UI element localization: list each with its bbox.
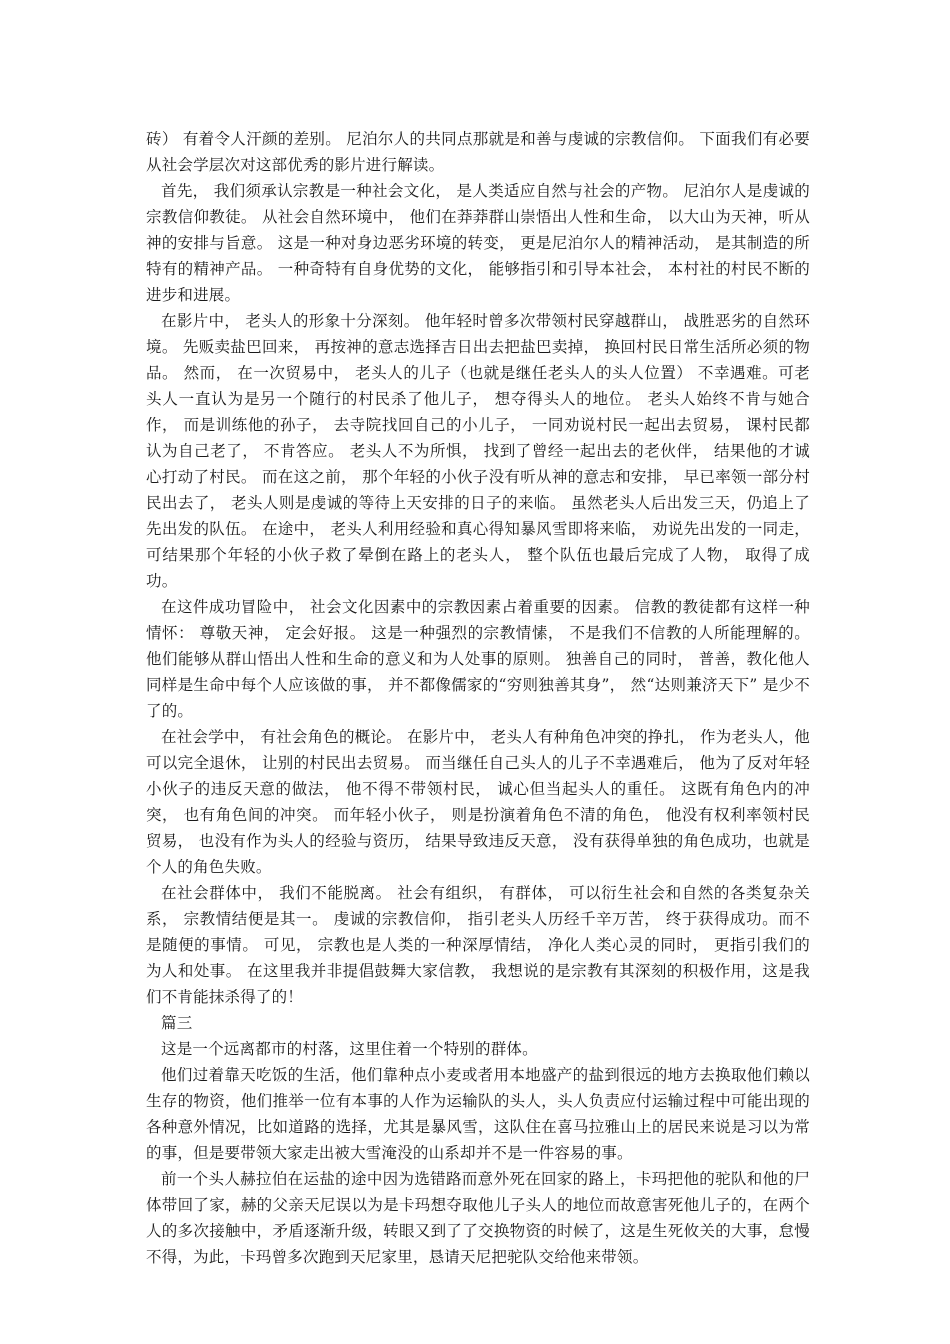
paragraph-village-life: 他们过着靠天吃饭的生活，他们靠种点小麦或者用本地盛产的盐到很远的地方去换取他们赖以生存的物资，他们推举一位有本事的人作为运输队的头人，头人负责应付运输过程中可能出现的各种意外情况，比如道路的选择，尤其是暴风雪，这队住在喜马拉雅山上的居民来说是习以为常的事，但是要带领大家走出被大雪淹没的山系却并不是一件容易的事。: [146, 1066, 810, 1162]
paragraph-continued: 砖） 有着令人汗颜的差别。 尼泊尔人的共同点那就是和善与虔诚的宗教信仰。 下面我们有必要从社会学层次对这部优秀的影片进行解读。: [146, 130, 810, 174]
paragraph-previous-chief: 前一个头人赫拉伯在运盐的途中因为选错路而意外死在回家的路上，卡玛把他的驼队和他的尸体带回了家，赫的父亲天尼误以为是卡玛想夺取他儿子头人的地位而故意害死他儿子的，在两个人的多次接触中，矛盾逐渐升级，转眼又到了了交换物资的时候了，这是生死攸关的大事，怠慢不得，为此，卡玛曾多次跑到天尼家里，恳请天尼把驼队交给他来带领。: [146, 1170, 810, 1266]
section-heading: 篇三: [161, 1014, 193, 1032]
paragraph-social-group: 在社会群体中， 我们不能脱离。 社会有组织， 有群体， 可以衍生社会和自然的各类复杂关系， 宗教情结便是其一。 虔诚的宗教信仰， 指引老头人历经千辛万苦， 终于获得成功。而不是随便的事情。 可见， 宗教也是人类的一种深厚情结， 净化人类心灵的同时， 更指引我们的为人和处事。 在这里我并非提倡鼓舞大家信教， 我想说的是宗教有其深刻的积极作用，这是我们不肯能抹杀得了的！: [146, 884, 810, 1006]
paragraph-old-chief: 在影片中， 老头人的形象十分深刻。 他年轻时曾多次带领村民穿越群山， 战胜恶劣的自然环境。 先贩卖盐巴回来， 再按神的意志选择吉日出去把盐巴卖掉， 换回村民日常生活所必须的物品。 然而， 在一次贸易中， 老头人的儿子（也就是继任老头人的头人位置） 不幸遇难。可老头人一直认为是另一个随行的村民杀了他儿子， 想夺得头人的地位。 老头人始终不肯与她合作， 而是训练他的孙子， 去寺院找回自己的小儿子， 一同劝说村民一起出去贸易， 课村民都认为自己老了， 不肯答应。 老头人不为所惧， 找到了曾经一起出去的老伙伴， 结果他的才诚心打动了村民。 而在这之前， 那个年轻的小伙子没有听从神的意志和安排， 早已率领一部分村民出去了， 老头人则是虔诚的等待上天安排的日子的来临。 虽然老头人后出发三天，仍追上了先出发的队伍。 在途中， 老头人利用经验和真心得知暴风雪即将来临， 劝说先出发的一同走， 可结果那个年轻的小伙子救了晕倒在路上的老头人， 整个队伍也最后完成了人物， 取得了成功。: [146, 312, 810, 590]
document-body: [146, 126, 810, 1270]
paragraph-adventure-success: 在这件成功冒险中， 社会文化因素中的宗教因素占着重要的因素。 信教的教徒都有这样一种情怀： 尊敬天神， 定会好报。 这是一种强烈的宗教情愫， 不是我们不信教的人所能理解的。 他们能够从群山悟出人性和生命的意义和为人处事的原则。 独善自己的同时， 普善，教化他人同样是生命中每个人应该做的事， 并不都像儒家的“穷则独善其身”， 然“达则兼济天下” 是少不了的。: [146, 598, 810, 720]
paragraph-village-intro: 这是一个远离都市的村落，这里住着一个特别的群体。: [161, 1040, 538, 1058]
paragraph-social-role: 在社会学中， 有社会角色的概论。 在影片中， 老头人有种角色冲突的挣扎， 作为老头人，他可以完全退休， 让别的村民出去贸易。 而当继任自己头人的儿子不幸遇难后， 他为了反对年轻小伙子的违反天意的做法， 他不得不带领村民， 诚心但当起头人的重任。 这既有角色内的冲突， 也有角色间的冲突。 而年轻小伙子， 则是扮演着角色不清的角色， 他没有权利率领村民贸易， 也没有作为头人的经验与资历， 结果导致违反天意， 没有获得单独的角色成功，也就是个人的角色失败。: [146, 728, 810, 876]
paragraph-religion-culture: 首先， 我们须承认宗教是一种社会文化， 是人类适应自然与社会的产物。 尼泊尔人是虔诚的宗教信仰教徒。 从社会自然环境中， 他们在莽莽群山崇悟出人性和生命， 以大山为天神，听从神的安排与旨意。 这是一种对身边恶劣环境的转变， 更是尼泊尔人的精神活动， 是其制造的所特有的精神产品。 一种奇特有自身优势的文化， 能够指引和引导本社会， 本村社的村民不断的进步和进展。: [146, 182, 810, 304]
